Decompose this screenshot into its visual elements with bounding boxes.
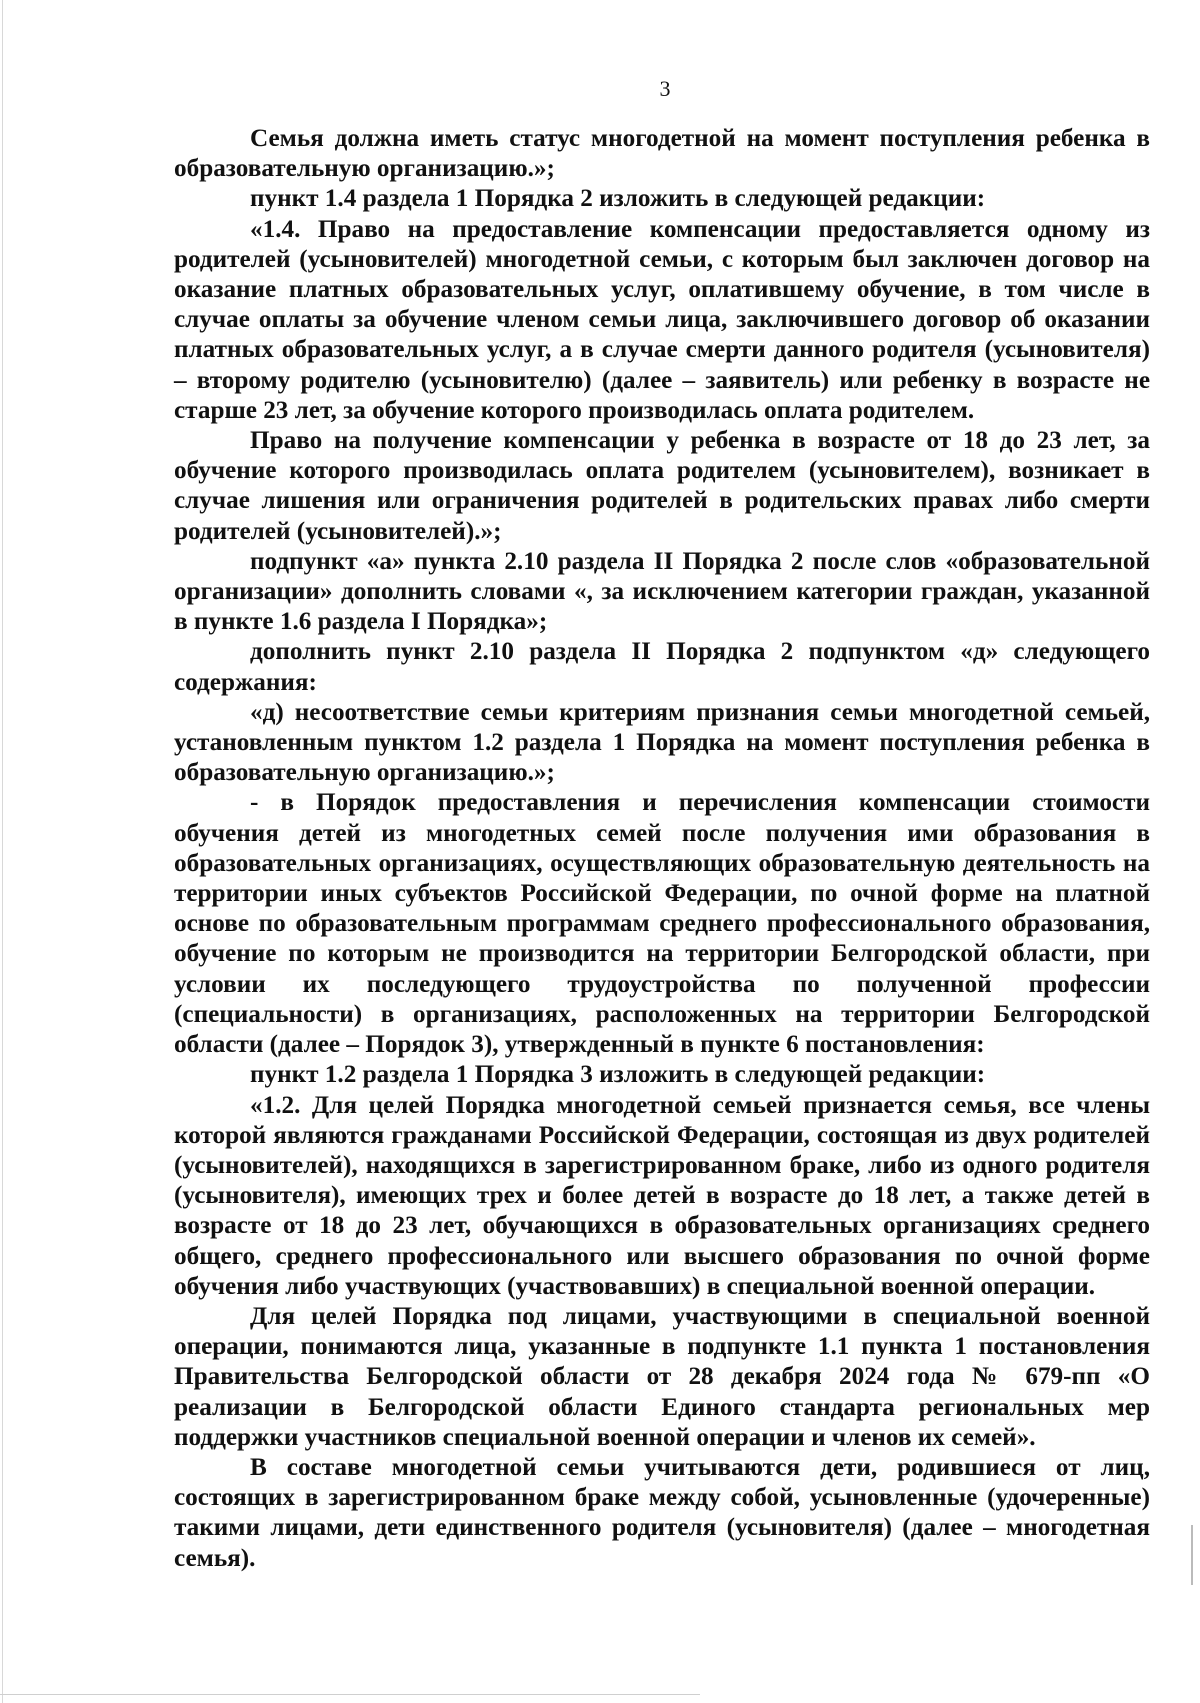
- paragraph-7: «д) несоответствие семьи критериям признания семьи многодетной семьей, установленным пунктом 1.2 раздела 1 Порядка на момент поступления ребенка в образовательную организацию.»;: [174, 698, 1150, 787]
- paragraph-10: «1.2. Для целей Порядка многодетной семьей признается семья, все члены которой являются гражданами Российской Федерации, состоящая из двух родителей (усыновителей), находящихся в зарегистрированном браке, либо из одного родителя (усыновителя), имеющих трех и более детей в возрасте до 18 лет, а также детей в возрасте от 18 до 23 лет, обучающихся в образовательных организациях среднего общего, среднего профессионального или высшего образования по очной форме обучения либо участвующих (участвовавших) в специальной военной операции.: [174, 1091, 1150, 1300]
- paragraph-9: пункт 1.2 раздела 1 Порядка 3 изложить в следующей редакции:: [250, 1061, 986, 1089]
- scan-mark-right: [1191, 1525, 1193, 1585]
- paragraph-1: Семья должна иметь статус многодетной на момент поступления ребенка в образовательную организацию.»;: [174, 125, 1150, 183]
- paragraph-5: подпункт «а» пункта 2.10 раздела II Порядка 2 после слов «образовательной организации» дополнить словами «, за исключением категории граждан, указанной в пункте 1.6 раздела I Порядка»;: [174, 547, 1150, 636]
- paragraph-6: дополнить пункт 2.10 раздела II Порядка 2 подпунктом «д» следующего содержания:: [174, 638, 1150, 696]
- document-body: [174, 124, 1150, 1574]
- paragraph-11: Для целей Порядка под лицами, участвующими в специальной военной операции, понимаются лица, указанные в подпункте 1.1 пункта 1 постановления Правительства Белгородской области от 28 декабря 2024 года № 679-пп «О реализации в Белгородской области Единого стандарта региональных мер поддержки участников специальной военной операции и членов их семей».: [174, 1302, 1150, 1451]
- scan-edge-bottom: [0, 1694, 700, 1695]
- paragraph-4: Право на получение компенсации у ребенка в возрасте от 18 до 23 лет, за обучение которого производилась оплата родителем (усыновителем), возникает в случае лишения или ограничения родителей в родительских правах либо смерти родителей (усыновителей).»;: [174, 427, 1150, 545]
- paragraph-12: В составе многодетной семьи учитываются дети, родившиеся от лиц, состоящих в зарегистрированном браке между собой, усыновленные (удочеренные) такими лицами, дети единственного родителя (усыновителя) (далее – многодетная семья).: [174, 1453, 1150, 1572]
- page-number: 3: [659, 76, 671, 101]
- paragraph-3: «1.4. Право на предоставление компенсации предоставляется одному из родителей (усыновителей) многодетной семьи, с которым был заключен договор на оказание платных образовательных услуг, оплатившему обучение, в том числе в случае оплаты за обучение членом семьи лица, заключившего договор об оказании платных образовательных услуг, а в случае смерти данного родителя (усыновителя) – второму родителю (усыновителю) (далее – заявитель) или ребенку в возрасте не старше 23 лет, за обучение которого производилась оплата родителем.: [174, 215, 1150, 424]
- scan-edge-left: [2, 0, 3, 1703]
- paragraph-2: пункт 1.4 раздела 1 Порядка 2 изложить в следующей редакции:: [250, 185, 986, 213]
- paragraph-8: - в Порядок предоставления и перечисления компенсации стоимости обучения детей из многодетных семей после получения ими образования в образовательных организациях, осуществляющих образовательную деятельность на территории иных субъектов Российской Федерации, по очной форме на платной основе по образовательным программам среднего профессионального образования, обучение по которым не производится на территории Белгородской области, при условии их последующего трудоустройства по полученной профессии (специальности) в организациях, расположенных на территории Белгородской области (далее – Порядок 3), утвержденный в пункте 6 постановления:: [174, 789, 1150, 1059]
